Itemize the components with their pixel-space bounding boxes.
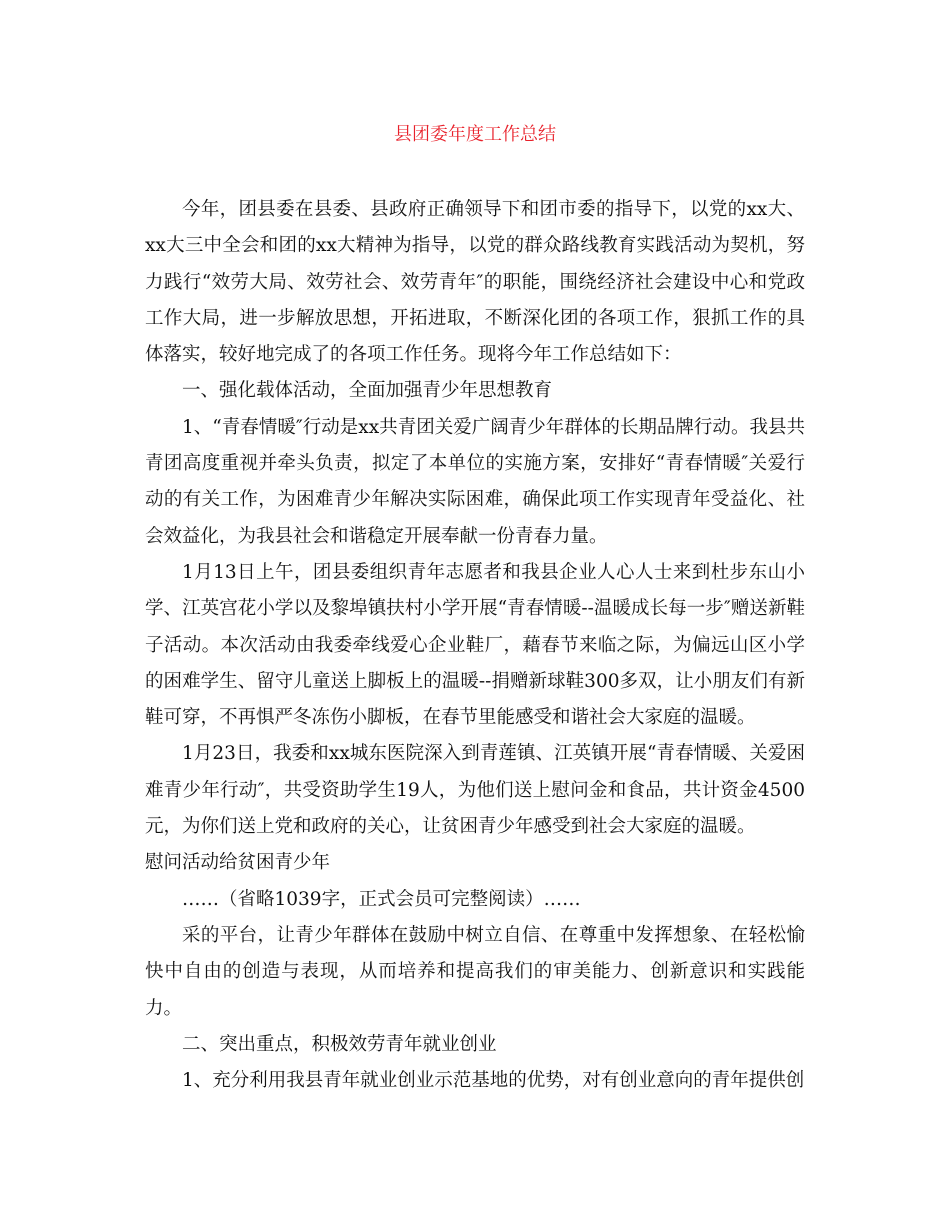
paragraph-jan-23: 1月23日，我委和xx城东医院深入到青莲镇、江英镇开展“青春情暖、关爱困难青少年行动″，共受资助学生19人，为他们送上慰问金和食品，共计资金4500元，为你们送上党和政府的关心，让贫困青少年感受到社会大家庭的温暖。 — [145, 743, 805, 838]
document-title: 县团委年度工作总结 — [394, 124, 556, 145]
paragraph-youth-warmth: 1、“青春情暖″行动是xx共青团关爱广阔青少年群体的长期品牌行动。我县共青团高度重视并牵头负责，拟定了本单位的实施方案，安排好“青春情暖″关爱行动的有关工作，为困难青少年解决实际困难，确保此项工作实现青年受益化、社会效益化，为我县社会和谐稳定开展奉献一份青春力量。 — [145, 416, 805, 547]
paragraph-intro: 今年，团县委在县委、县政府正确领导下和团市委的指导下，以党的xx大、xx大三中全会和团的xx大精神为指导，以党的群众路线教育实践活动为契机，努力践行“效劳大局、效劳社会、效劳青年″的职能，围绕经济社会建设中心和党政工作大局，进一步解放思想，开拓进取，不断深化团的各项工作，狠抓工作的具体落实，较好地完成了的各项工作任务。现将今年工作总结如下： — [145, 199, 805, 366]
paragraph-continuation: 慰问活动给贫困青少年 — [145, 852, 331, 874]
document-body — [145, 192, 805, 1099]
section-heading-1: 一、强化载体活动，全面加强青少年思想教育 — [182, 380, 553, 402]
section-heading-2: 二、突出重点，积极效劳青年就业创业 — [182, 1033, 497, 1055]
paragraph-employment: 1、充分利用我县青年就业创业示范基地的优势，对有创业意向的青年提供创 — [182, 1070, 805, 1092]
paragraph-jan-13: 1月13日上午，团县委组织青年志愿者和我县企业人心人士来到杜步东山小学、江英宫花小学以及黎埠镇扶村小学开展“青春情暖--温暖成长每一步″赠送新鞋子活动。本次活动由我委牵线爱心企业鞋厂，藉春节来临之际，为偏远山区小学的困难学生、留守儿童送上脚板上的温暖--捐赠新球鞋300多双，让小朋友们有新鞋可穿，不再惧严冬冻伤小脚板，在春节里能感受和谐社会大家庭的温暖。 — [145, 561, 805, 729]
paragraph-platform: 采的平台，让青少年群体在鼓励中树立自信、在尊重中发挥想象、在轻松愉快中自由的创造与表现，从而培养和提高我们的审美能力、创新意识和实践能力。 — [145, 924, 805, 1019]
omitted-notice: ……（省略1039字，正式会员可完整阅读）…… — [182, 888, 581, 910]
